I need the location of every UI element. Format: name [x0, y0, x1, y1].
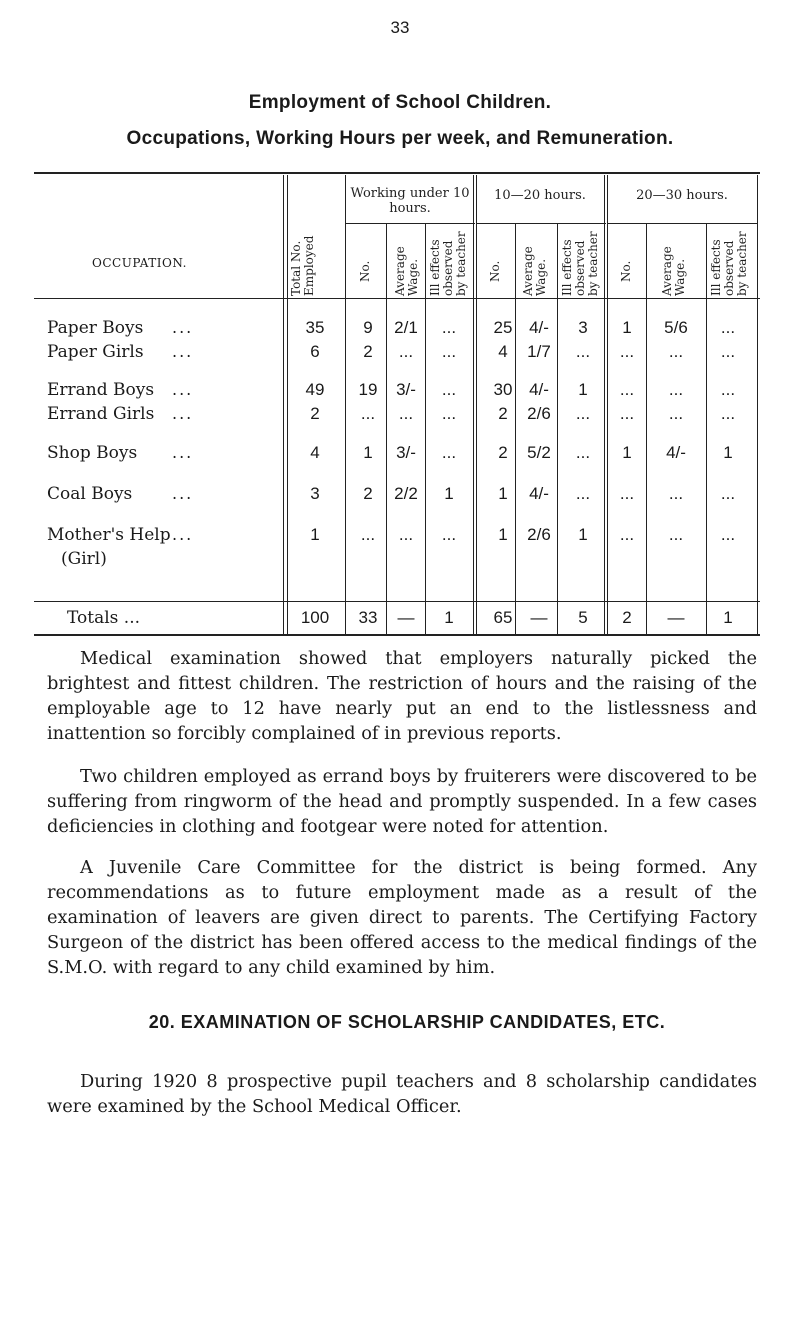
col-rule — [557, 224, 558, 634]
table-top-rule — [34, 172, 760, 174]
cell: ... — [720, 484, 736, 503]
page-subtitle: Occupations, Working Hours per week, and Remuneration. — [126, 128, 674, 149]
cell: ... — [668, 342, 684, 361]
paragraph: During 1920 8 prospective pupil teachers and 8 scholarship candidates were examined by the School Medical Officer. — [47, 1071, 757, 1117]
section-heading: 20. EXAMINATION OF SCHOLARSHIP CANDIDATES, ETC. — [148, 1012, 666, 1032]
cell: — — [530, 608, 548, 627]
table-row: Errand Boys ... 49 19 3/- ... 30 4/- 1 ... ... ... — [47, 380, 760, 404]
cell: — — [667, 608, 685, 627]
col-header-ill: Ill effects observed by teacher — [560, 231, 600, 296]
col-rule — [425, 224, 426, 634]
cell: 1 — [578, 380, 588, 399]
cell: ... — [398, 525, 414, 544]
cell: ... — [668, 380, 684, 399]
cell: ... — [575, 443, 591, 462]
totals-label: Totals ... — [67, 608, 140, 628]
totals-rule — [34, 601, 760, 602]
col-header-total: Total No. Employed — [289, 235, 316, 296]
cell: 4/- — [529, 484, 549, 503]
col-rule — [515, 224, 516, 634]
table-row: Errand Girls ... 2 ... ... ... 2 2/6 ... ... ... ... — [47, 404, 760, 428]
cell: 2/2 — [394, 484, 418, 503]
cell: ... — [720, 342, 736, 361]
paragraph: A Juvenile Care Committee for the district is being formed. Any recommendations as to future employment made as a result of the examination of leavers are given direct to parents. The Certifying Factory Surgeon of the district has been offered access to the medical findings of the S.M.O. with regard to any child examined by him. — [47, 857, 757, 978]
cell: ... — [441, 525, 457, 544]
cell: ... — [619, 342, 635, 361]
cell: ... — [398, 404, 414, 423]
cell: 4 — [310, 443, 320, 462]
totals-row — [47, 608, 760, 632]
occupation-header: OCCUPATION. — [92, 256, 187, 270]
group-header-10-20: 10—20 hours. — [494, 188, 586, 203]
cell: 3 — [310, 484, 320, 503]
cell: 1 — [444, 608, 454, 627]
col-header-wage: Average Wage. — [521, 246, 548, 296]
row-label: Shop Boys — [47, 443, 138, 463]
col-header-wage: Average Wage. — [660, 246, 687, 296]
cell: ... — [441, 318, 457, 337]
table-row: Shop Boys ... 4 1 3/- ... 2 5/2 ... 1 4/- 1 — [47, 443, 760, 467]
row-sublabel: (Girl) — [61, 549, 107, 569]
table-bottom-rule — [34, 634, 760, 636]
cell: 4 — [498, 342, 508, 361]
col-rule — [386, 224, 387, 634]
cell: 1 — [444, 484, 454, 503]
cell: 1 — [723, 608, 733, 627]
table-row: Paper Girls ... 6 2 ... ... 4 1/7 ... ... ... ... — [47, 342, 760, 366]
cell: ... — [441, 404, 457, 423]
cell: 4/- — [529, 380, 549, 399]
paragraph: Medical examination showed that employers naturally picked the brightest and fittest children. The restriction of hours and the raising of the employable age to 12 have nearly put an end to the listlessness and inattention so forcibly complained of in previous reports. — [47, 648, 757, 744]
cell: 1 — [498, 484, 508, 503]
cell: ... — [668, 525, 684, 544]
cell: ... — [619, 404, 635, 423]
cell: ... — [720, 318, 736, 337]
group-header-20-30: 20—30 hours. — [636, 188, 728, 203]
row-label: Errand Girls — [47, 404, 155, 424]
row-label: Coal Boys — [47, 484, 133, 504]
cell: 25 — [493, 318, 513, 337]
cell: 3/- — [396, 380, 416, 399]
cell: ... — [619, 525, 635, 544]
cell: ... — [398, 342, 414, 361]
cell: 33 — [358, 608, 378, 627]
row-label: Paper Girls — [47, 342, 144, 362]
cell: ... — [720, 380, 736, 399]
cell: 2 — [363, 342, 373, 361]
col-rule — [646, 224, 647, 634]
page-number: 33 — [390, 18, 410, 37]
cell: 2/6 — [527, 525, 551, 544]
cell: ... — [441, 342, 457, 361]
col-header-no: No. — [619, 260, 633, 282]
cell: 4/- — [529, 318, 549, 337]
table-row: Mother's Help (Girl) ... 1 ... ... ... 1 2/6 1 ... ... ... — [47, 525, 760, 549]
cell: 3 — [578, 318, 588, 337]
cell: ... — [720, 525, 736, 544]
table-row: Coal Boys ... 3 2 2/2 1 1 4/- ... ... ... ... — [47, 484, 760, 508]
cell: 6 — [310, 342, 320, 361]
cell: 1/7 — [527, 342, 551, 361]
cell: 65 — [493, 608, 513, 627]
cell: 9 — [363, 318, 373, 337]
col-header-ill: Ill effects observed by teacher — [428, 231, 468, 296]
cell: 2 — [622, 608, 632, 627]
cell: 5/2 — [527, 443, 551, 462]
cell: ... — [619, 484, 635, 503]
cell: 30 — [493, 380, 513, 399]
header-rule — [34, 298, 760, 299]
cell: 2 — [498, 404, 508, 423]
employment-table — [0, 0, 800, 650]
cell: 49 — [305, 380, 325, 399]
cell: 1 — [310, 525, 320, 544]
cell: 4/- — [666, 443, 686, 462]
cell: 1 — [723, 443, 733, 462]
cell: 2 — [498, 443, 508, 462]
page-title: Employment of School Children. — [248, 92, 552, 113]
cell: ... — [668, 404, 684, 423]
cell: ... — [575, 484, 591, 503]
cell: ... — [575, 342, 591, 361]
cell: 100 — [300, 608, 330, 627]
row-label: Paper Boys — [47, 318, 144, 338]
cell: 1 — [498, 525, 508, 544]
cell: 3/- — [396, 443, 416, 462]
cell: 1 — [578, 525, 588, 544]
cell: ... — [360, 404, 376, 423]
cell: 1 — [622, 443, 632, 462]
paragraph: Two children employed as errand boys by fruiterers were discovered to be suffering from ringworm of the head and promptly suspended. In a few cases deficiencies in clothing and footgear were noted for attention. — [47, 766, 757, 837]
group-header-under-10: Working under 10 hours. — [350, 186, 470, 216]
cell: ... — [619, 380, 635, 399]
cell: 2/6 — [527, 404, 551, 423]
cell: 35 — [305, 318, 325, 337]
cell: ... — [441, 443, 457, 462]
cell: ... — [441, 380, 457, 399]
cell: ... — [360, 525, 376, 544]
cell: 1 — [363, 443, 373, 462]
cell: ... — [575, 404, 591, 423]
cell: 5/6 — [664, 318, 688, 337]
cell: 19 — [358, 380, 378, 399]
table-row: Paper Boys ... 35 9 2/1 ... 25 4/- 3 1 5/6 ... — [47, 318, 760, 342]
col-header-ill: Ill effects observed by teacher — [709, 231, 749, 296]
cell: 2/1 — [394, 318, 418, 337]
col-header-no: No. — [488, 260, 502, 282]
row-label: Mother's Help — [47, 525, 171, 545]
cell: 5 — [578, 608, 588, 627]
col-header-wage: Average Wage. — [393, 246, 420, 296]
row-label: Errand Boys — [47, 380, 155, 400]
cell: — — [397, 608, 415, 627]
cell: 2 — [310, 404, 320, 423]
cell: 2 — [363, 484, 373, 503]
cell: ... — [720, 404, 736, 423]
col-rule — [706, 224, 707, 634]
cell: ... — [668, 484, 684, 503]
col-header-no: No. — [358, 260, 372, 282]
cell: 1 — [622, 318, 632, 337]
